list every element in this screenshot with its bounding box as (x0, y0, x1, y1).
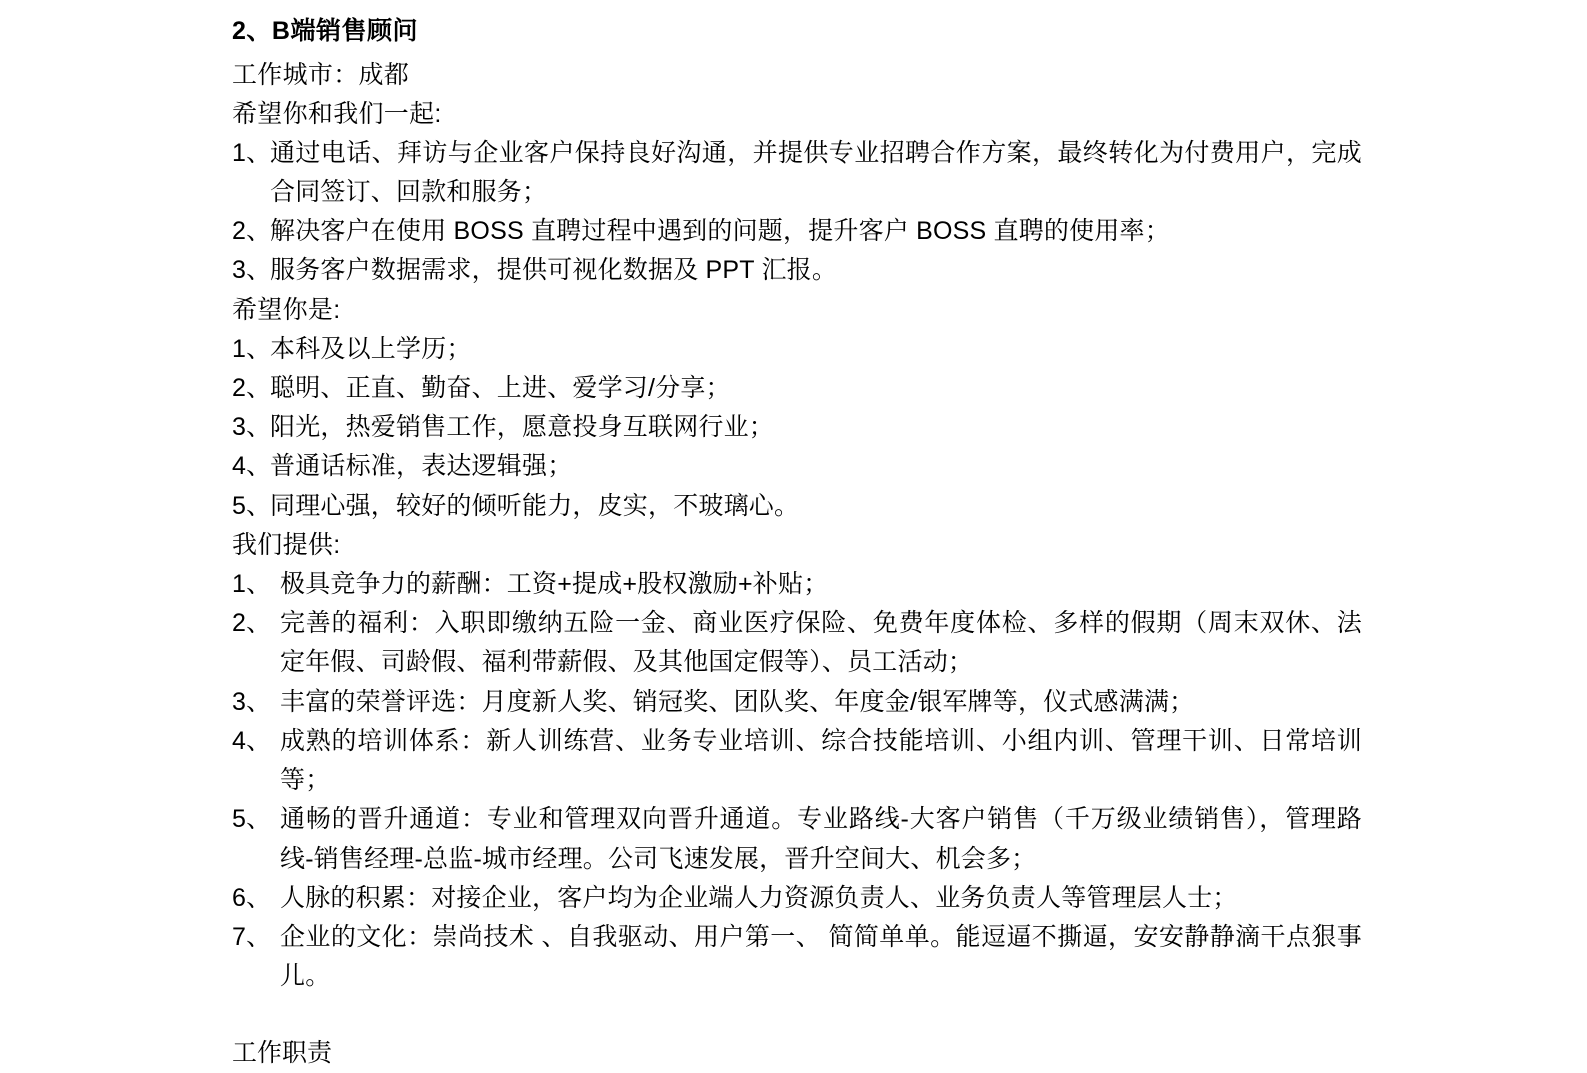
job-title-heading: 2、B端销售顾问 (232, 17, 418, 45)
list-text: 普通话标准，表达逻辑强； (270, 452, 573, 481)
list-item (232, 800, 1362, 879)
section-label-offers: 我们提供: (232, 530, 341, 559)
list-marker: 1、 (232, 569, 272, 598)
list-text: 丰富的荣誉评选：月度新人奖、销冠奖、团队奖、年度金/银军牌等，仪式感满满； (280, 687, 1195, 716)
list-text: 同理心强，较好的倾听能力，皮实，不玻璃心。 (270, 491, 800, 520)
list-marker: 7、 (232, 923, 272, 951)
work-city-line: 工作城市：成都 (232, 60, 410, 89)
list-marker: 5、 (232, 805, 272, 834)
list-text: 服务客户数据需求，提供可视化数据及 PPT 汇报。 (270, 256, 838, 285)
list-marker: 4、 (232, 726, 272, 755)
cut-off-text: 工作职责 (232, 1039, 333, 1067)
list-item (232, 251, 1362, 290)
list-text: 通过电话、拜访与企业客户保持良好沟通，并提供专业招聘合作方案，最终转化为付费用户，完成合同签订、回款和服务； (270, 138, 1362, 206)
list-marker: 3、 (232, 687, 272, 716)
list-item (232, 918, 1362, 997)
list-text: 人脉的积累：对接企业，客户均为企业端人力资源负责人、业务负责人等管理层人士； (280, 883, 1238, 912)
list-text: 聪明、正直、勤奋、上进、爱学习/分享； (270, 373, 731, 402)
list-marker: 3、 (232, 256, 272, 285)
list-text: 完善的福利：入职即缴纳五险一金、商业医疗保险、免费年度体检、多样的假期（周末双休、法定年假、司龄假、福利带薪假、及其他国定假等）、员工活动； (280, 609, 1362, 677)
list-item (232, 369, 1362, 408)
list-item (232, 722, 1362, 801)
list-item (232, 565, 1362, 604)
list-text: 本科及以上学历； (270, 334, 472, 363)
list-text: 企业的文化：崇尚技术 、自我驱动、用户第一、 简简单单。能逗逼不撕逼，安安静静滴干点狠事儿。 (280, 923, 1362, 991)
list-text: 阳光，热爱销售工作，愿意投身互联网行业； (270, 413, 775, 441)
list-marker: 3、 (232, 413, 272, 441)
list-item (232, 487, 1362, 526)
list-text: 极具竞争力的薪酬：工资+提成+股权激励+补贴； (280, 569, 829, 598)
section-label-requirements: 希望你是: (232, 295, 341, 324)
list-marker: 2、 (232, 217, 272, 245)
list-marker: 1、 (232, 334, 272, 363)
list-marker: 1、 (232, 138, 272, 167)
list-marker: 5、 (232, 491, 272, 520)
list-item (232, 330, 1362, 369)
cut-off-line (232, 1039, 632, 1067)
list-text: 通畅的晋升通道：专业和管理双向晋升通道。专业路线-大客户销售（千万级业绩销售），管理路线-销售经理-总监-城市经理。公司飞速发展，晋升空间大、机会多； (280, 805, 1362, 873)
list-item (232, 447, 1362, 486)
list-item (232, 134, 1362, 213)
list-marker: 6、 (232, 883, 272, 912)
list-marker: 4、 (232, 452, 272, 481)
section-label-responsibilities: 希望你和我们一起: (232, 99, 442, 128)
list-item (232, 408, 1362, 447)
list-item (232, 212, 1362, 251)
list-marker: 2、 (232, 373, 272, 402)
list-text: 解决客户在使用 BOSS 直聘过程中遇到的问题，提升客户 BOSS 直聘的使用率； (270, 217, 1170, 245)
document-body (232, 14, 1362, 997)
list-text: 成熟的培训体系：新人训练营、业务专业培训、综合技能培训、小组内训、管理干训、日常培训等； (280, 726, 1362, 794)
list-item (232, 604, 1362, 683)
list-item (232, 879, 1362, 918)
list-item (232, 683, 1362, 722)
list-marker: 2、 (232, 609, 272, 637)
